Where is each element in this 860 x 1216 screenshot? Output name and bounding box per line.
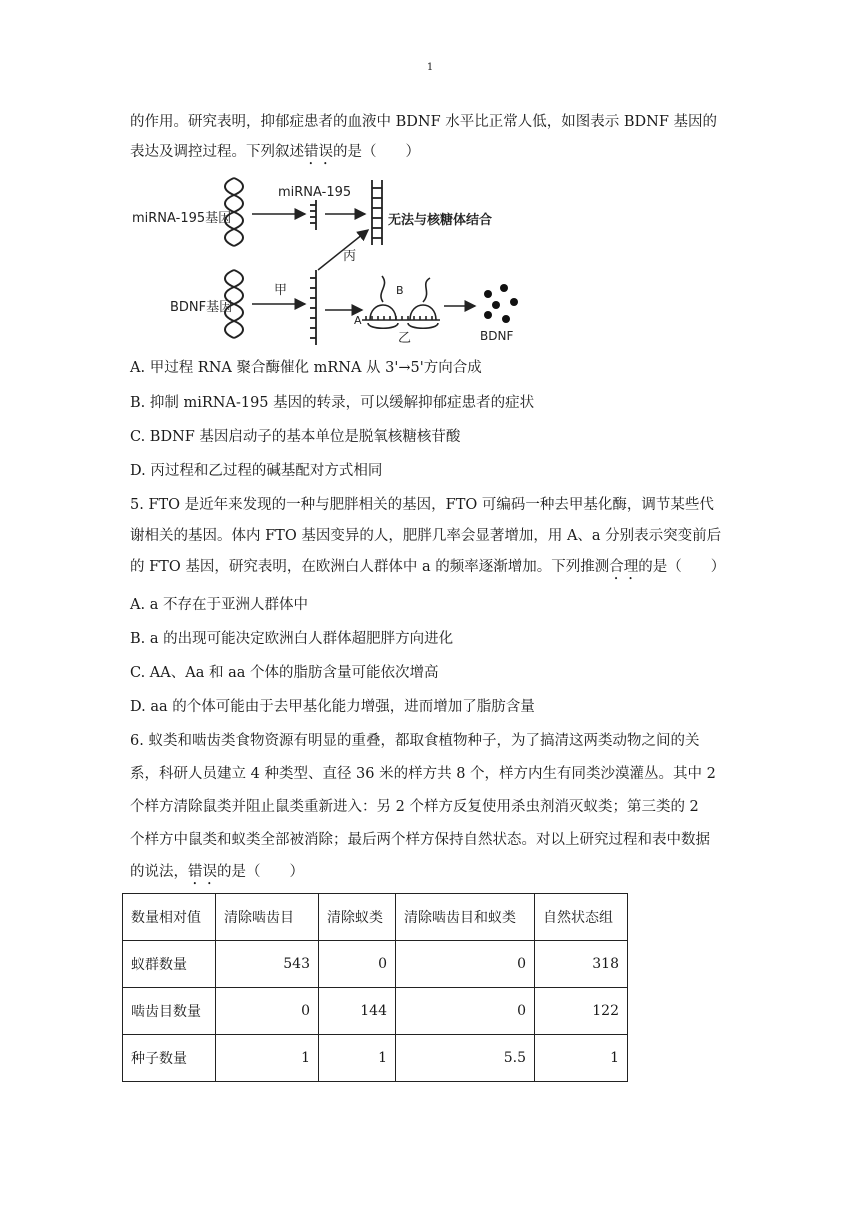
bing-label: 丙 [343, 249, 357, 264]
table-cell: 啮齿目数量 [123, 988, 216, 1035]
table-cell: 144 [319, 988, 396, 1035]
q4-stem-tail: 的是（ ） [333, 144, 420, 160]
table-cell: 1 [216, 1035, 319, 1082]
q5-stem-line-2: 谢相关的基因。体内 FTO 基因变异的人，肥胖几率会显著增加，用 A、a 分别表示突变前后 [130, 528, 722, 544]
table-cell: 种子数量 [123, 1035, 216, 1082]
table-cell: 318 [535, 941, 628, 988]
q5-stem-line-3 [130, 557, 750, 583]
mirna-label: miRNA-195 [278, 185, 352, 200]
page-number: 1 [426, 62, 434, 73]
table-row [123, 941, 628, 988]
table-row [123, 988, 628, 1035]
bdnf-gene-label: BDNF基因 [170, 300, 233, 315]
q5-emphasis: 合理 [609, 559, 639, 575]
table-cell: 122 [535, 988, 628, 1035]
q4-option-b: B. 抑制 miRNA-195 基因的转录，可以缓解抑郁症患者的症状 [130, 395, 535, 411]
q5-stem-tail: 的是（ ） [638, 559, 726, 575]
q4-stem-text: 表达及调控过程。下列叙述 [130, 144, 304, 160]
table-cell: 5.5 [396, 1035, 535, 1082]
q5-option-b: B. a 的出现可能决定欧洲白人群体超肥胖方向进化 [130, 631, 454, 647]
q5-option-a: A. a 不存在于亚洲人群体中 [130, 597, 308, 613]
bdnf-mrna-strand [310, 270, 316, 345]
table-cell: 1 [319, 1035, 396, 1082]
q6-stem-line-1: 6. 蚁类和啮齿类食物资源有明显的重叠，都取食植物种子，为了搞清这两类动物之间的关 [130, 733, 700, 749]
mirna-gene-label: miRNA-195基因 [132, 211, 232, 226]
mirna-mrna-duplex [372, 180, 382, 245]
q4-option-d: D. 丙过程和乙过程的碱基配对方式相同 [130, 463, 383, 479]
table-header-cell: 数量相对值 [123, 894, 216, 941]
q6-stem-tail: 的是（ ） [217, 864, 304, 880]
q4-stem-line-2 [130, 142, 750, 168]
table-cell: 蚁群数量 [123, 941, 216, 988]
q6-stem-text: 的说法， [130, 864, 188, 880]
bdnf-expression-diagram [130, 170, 550, 350]
q6-emphasis: 错误 [188, 864, 217, 880]
bdnf-product-label: BDNF [480, 329, 514, 343]
q5-stem-line-1: 5. FTO 是近年来发现的一种与肥胖相关的基因，FTO 可编码一种去甲基化酶，调节某些代 [130, 497, 714, 513]
table-cell: 0 [396, 988, 535, 1035]
q4-option-a: A. 甲过程 RNA 聚合酶催化 mRNA 从 3'→5'方向合成 [130, 360, 482, 376]
q6-stem-line-4: 个样方中鼠类和蚁类全部被消除；最后两个样方保持自然状态。对以上研究过程和表中数据 [130, 832, 710, 848]
q6-data-table [122, 893, 628, 1082]
q5-stem-text: 的 FTO 基因，研究表明，在欧洲白人群体中 a 的频率逐渐增加。下列推测 [130, 559, 610, 575]
table-header-cell: 清除啮齿目和蚁类 [396, 894, 535, 941]
mirna-strand [310, 200, 316, 230]
table-cell: 0 [216, 988, 319, 1035]
no-ribosome-binding-label: 无法与核糖体结合 [388, 213, 493, 228]
q6-stem-line-5 [130, 862, 750, 888]
q4-emphasis: 错误 [304, 144, 333, 160]
q4-option-c: C. BDNF 基因启动子的基本单位是脱氧核糖核苷酸 [130, 429, 461, 445]
table-header-cell: 清除蚁类 [319, 894, 396, 941]
label-b: B [396, 284, 404, 297]
table-cell: 543 [216, 941, 319, 988]
yi-label: 乙 [398, 331, 412, 346]
q5-option-c: C. AA、Aa 和 aa 个体的脂肪含量可能依次增高 [130, 665, 439, 681]
table-header-cell: 自然状态组 [535, 894, 628, 941]
table-cell: 1 [535, 1035, 628, 1082]
label-a: A [354, 314, 362, 327]
table-cell: 0 [396, 941, 535, 988]
q6-stem-line-3: 个样方清除鼠类并阻止鼠类重新进入：另 2 个样方反复使用杀虫剂消灭蚁类；第三类的 2 [130, 799, 699, 815]
q5-option-d: D. aa 的个体可能由于去甲基化能力增强，进而增加了脂肪含量 [130, 699, 535, 715]
table-header-row [123, 894, 628, 941]
jia-label: 甲 [274, 283, 288, 298]
table-header-cell: 清除啮齿目 [216, 894, 319, 941]
bdnf-protein-dots [484, 284, 518, 323]
q4-stem-line-1: 的作用。研究表明，抑郁症患者的血液中 BDNF 水平比正常人低，如图表示 BDNF 基因的 [130, 114, 717, 130]
table-row [123, 1035, 628, 1082]
q6-stem-line-2: 系，科研人员建立 4 种类型、直径 36 米的样方共 8 个，样方内生有同类沙漠灌丛。其中 2 [130, 766, 716, 782]
table-cell: 0 [319, 941, 396, 988]
